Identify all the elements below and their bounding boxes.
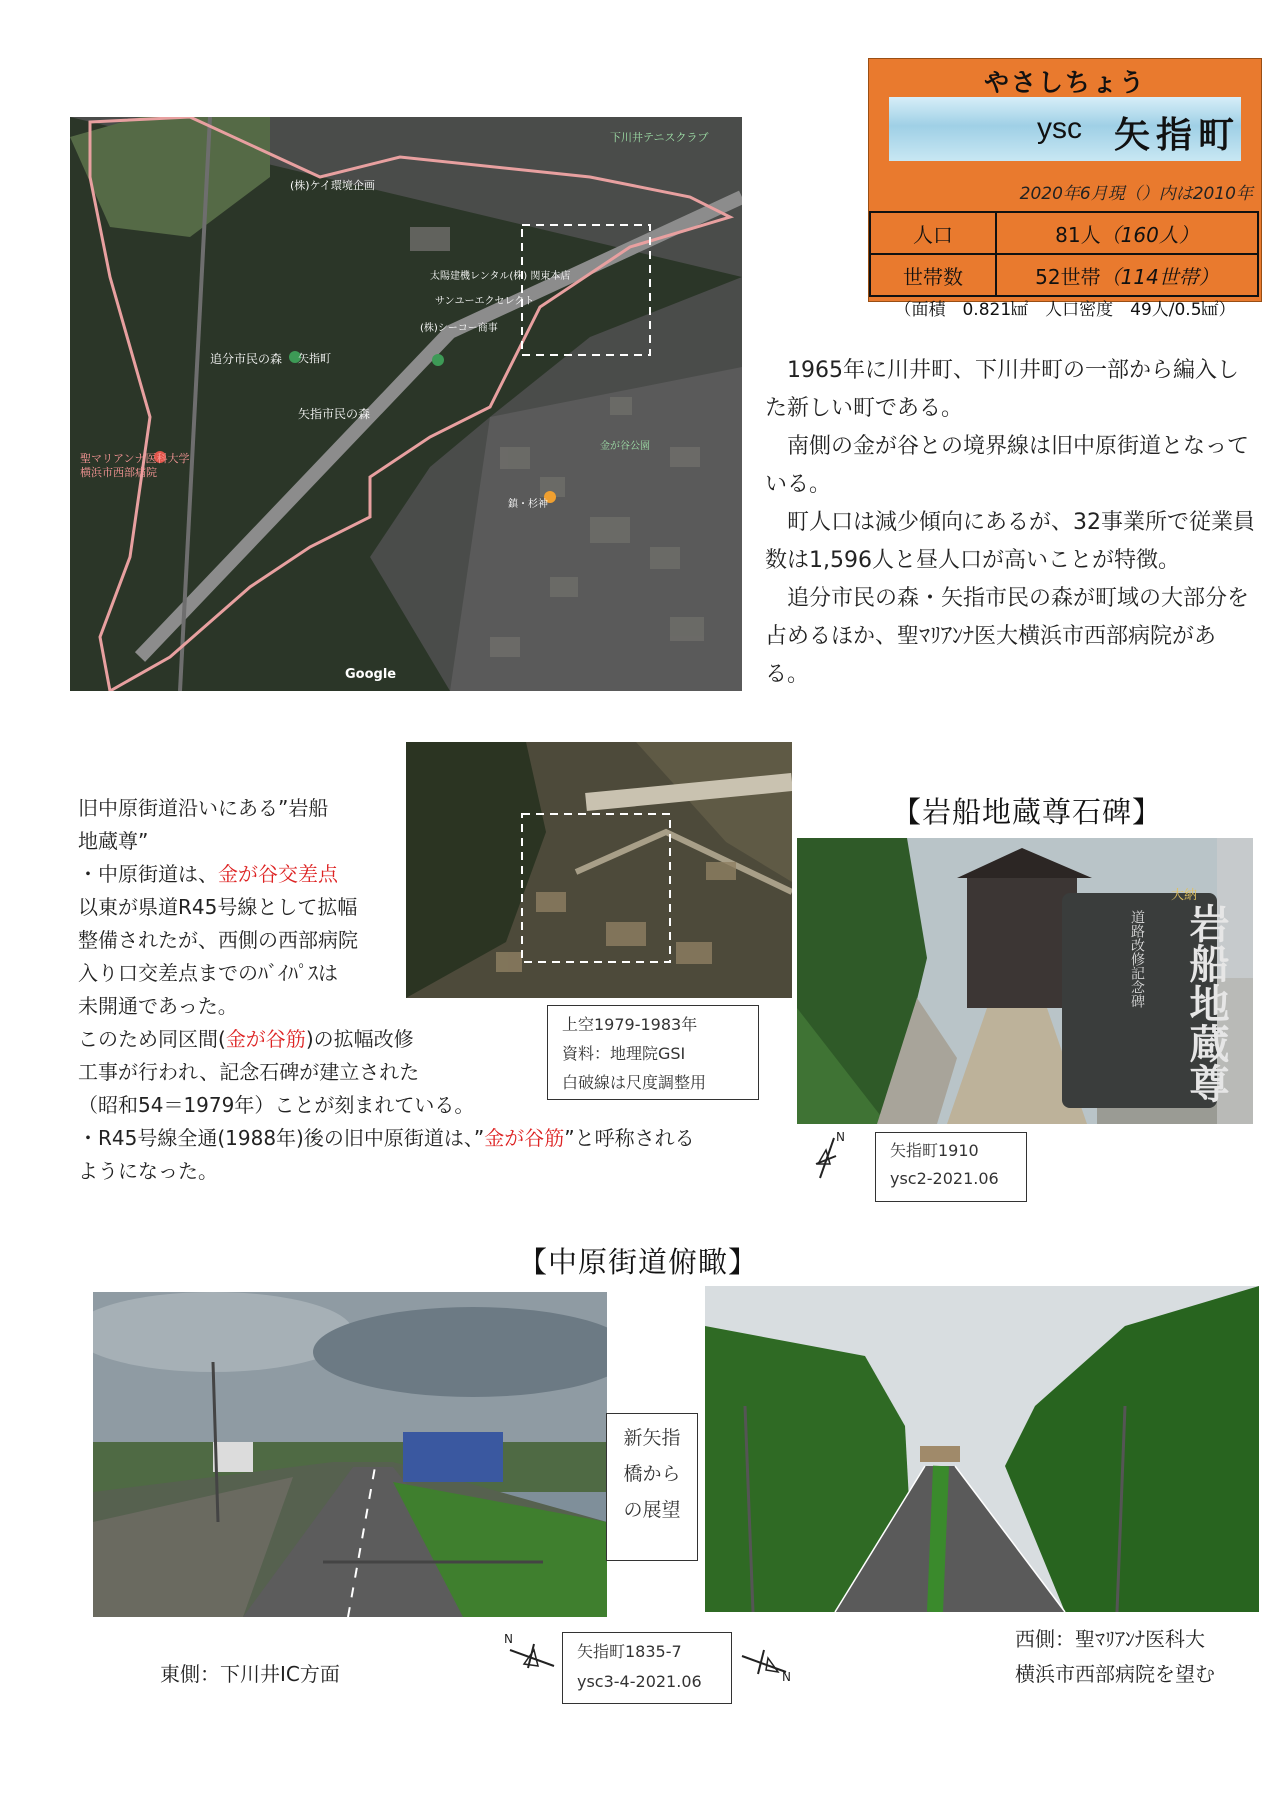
title-panel (868, 58, 1262, 320)
history-line: ・中原街道は、金が谷交差点 (78, 862, 338, 886)
stone-photo (797, 838, 1253, 1124)
map-label-company-2: 太陽建機レンタル(株) 関東本店 (430, 271, 571, 282)
stone-caption (875, 1132, 1027, 1202)
viewpoint-label-line: 新矢指 (623, 1427, 681, 1449)
map-label-company-4: (株)シーコー商事 (420, 323, 498, 334)
stat-note: 2020年6月現（）内は2010年 (1019, 184, 1253, 204)
stat-label: 世帯数 (870, 254, 996, 296)
aerial-caption-line: 白破線は尺度調整用 (562, 1073, 707, 1092)
stone-caption-line: 矢指町1910 (890, 1141, 979, 1160)
google-logo: Google (345, 667, 397, 682)
stone-caption-line: ysc2-2021.06 (890, 1169, 999, 1188)
history-line: 整備されたが、西側の西部病院 (78, 928, 358, 952)
west-caption-line: 横浜市西部病院を望む (1015, 1662, 1215, 1686)
north-arrow-icon (738, 1644, 794, 1684)
stone-inscription-top: 大納 (1171, 888, 1198, 903)
map-label-company-3: サンユーエクセレクト (435, 296, 535, 307)
history-line: 入り口交差点までのﾊﾞｲﾊﾟｽは (78, 961, 338, 985)
stone-inscription-side: 道路改修記念碑 (1129, 910, 1145, 1008)
north-arrow-icon (806, 1130, 850, 1186)
west-caption (1015, 1622, 1215, 1692)
history-line: 以東が県道R45号線として拡幅 (78, 895, 358, 919)
history-line: ・R45号線全通(1988年)後の旧中原街道は、”金が谷筋”と呼称される (78, 1126, 695, 1150)
stat-row-households (870, 254, 1258, 296)
description-paragraph: 南側の金が谷との境界線は旧中原街道となっている。 (765, 434, 1250, 497)
aerial-caption-line: 上空1979-1983年 (562, 1015, 698, 1034)
history-line: 未開通であった。 (78, 994, 238, 1018)
east-road-photo (93, 1292, 607, 1617)
map-label-company-1: (株)ケイ環境企画 (290, 179, 375, 192)
stat-row-population (870, 212, 1258, 254)
map-label-shrine: 鎮・杉神 (508, 499, 548, 510)
description-paragraph: 追分市民の森・矢指市民の森が町域の大部分を占めるほか、聖ﾏﾘｱﾝﾅ医大横浜市西部病院がある。 (765, 586, 1250, 687)
history-line: このため同区間(金が谷筋)の拡幅改修 (78, 1027, 414, 1051)
history-line: 工事が行われ、記念石碑が建立された (78, 1060, 420, 1084)
satellite-map (70, 117, 742, 691)
title-band (889, 97, 1241, 161)
north-arrow-icon (504, 1632, 560, 1676)
map-label-forest-b: 矢指市民の森 (298, 407, 371, 421)
stat-value: 52世帯（114世帯） (996, 254, 1258, 296)
stat-value: 81人（160人） (996, 212, 1258, 254)
viewpoint-label-line: の展望 (623, 1499, 681, 1521)
area-line: （面積 0.821㎢ 人口密度 49人/0.5㎢） (894, 300, 1236, 320)
stone-inscription-main: 岩船地蔵尊 (1183, 903, 1230, 1103)
town-code: ysc (1037, 112, 1082, 145)
map-label-tennis: 下川井テニスクラブ (610, 131, 709, 144)
north-label: N (836, 1130, 845, 1144)
road-photo-caption (562, 1632, 732, 1704)
town-description (765, 352, 1255, 694)
description-paragraph: 1965年に川井町、下川井町の一部から編入した新しい町である。 (765, 358, 1239, 421)
map-label-park: 金が谷公園 (600, 441, 650, 452)
stone-heading: 【岩船地蔵尊石碑】 (892, 795, 1163, 829)
viewpoint-label-line: 橋から (623, 1463, 681, 1485)
west-caption-line: 西側：聖ﾏﾘｱﾝﾅ医科大 (1015, 1627, 1205, 1651)
north-label: N (782, 1670, 791, 1684)
map-label-forest-a: 追分市民の森 (210, 352, 283, 366)
stat-table (869, 211, 1259, 297)
road-caption-line: 矢指町1835-7 (577, 1642, 682, 1661)
east-caption: 東側：下川井IC方面 (160, 1662, 340, 1686)
town-name: 矢指町 (1114, 115, 1241, 156)
description-paragraph: 町人口は減少傾向にあるが、32事業所で従業員数は1,596人と昼人口が高いことが特徴。 (765, 510, 1255, 573)
road-caption-line: ysc3-4-2021.06 (577, 1672, 702, 1691)
history-line: （昭和54＝1979年）ことが刻まれている。 (78, 1093, 475, 1117)
history-line: 旧中原街道沿いにある”岩船 (78, 796, 329, 820)
road-heading: 【中原街道俯瞰】 (518, 1245, 759, 1279)
west-road-photo (705, 1286, 1259, 1612)
history-line: 地蔵尊” (78, 829, 149, 853)
viewpoint-label (606, 1413, 698, 1561)
history-line: ようになった。 (78, 1159, 218, 1183)
map-label-hospital: 聖マリアンナ医科大学 横浜市西部病院 (80, 452, 190, 479)
north-label: N (504, 1632, 513, 1646)
map-label-town: 矢指町 (298, 352, 331, 365)
town-reading: やさしちょう (983, 68, 1146, 97)
history-text (78, 792, 738, 1188)
stat-label: 人口 (870, 212, 996, 254)
aerial-caption-line: 資料：地理院GSI (562, 1044, 686, 1063)
